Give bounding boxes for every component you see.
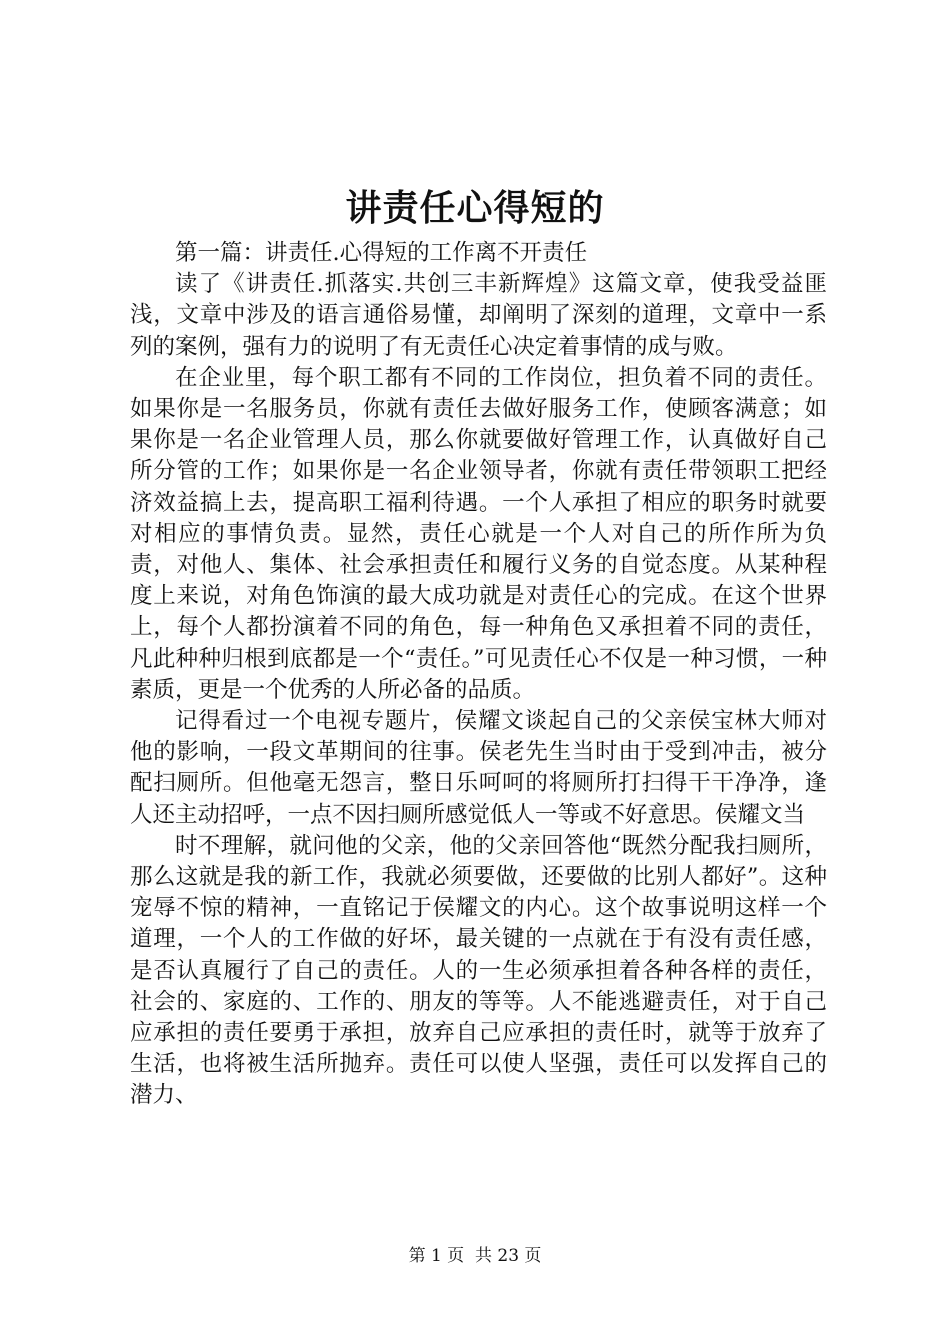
document-body	[130, 238, 827, 1112]
paragraph: 在企业里，每个职工都有不同的工作岗位，担负着不同的责任。如果你是一名服务员，你就有责任去做好服务工作，使顾客满意；如果你是一名企业管理人员，那么你就要做好管理工作，认真做好自己所分管的工作；如果你是一名企业领导者，你就有责任带领职工把经济效益搞上去，提高职工福利待遇。一个人承担了相应的职务时就要对相应的事情负责。显然，责任心就是一个人对自己的所作所为负责，对他人、集体、社会承担责任和履行义务的自觉态度。从某种程度上来说，对角色饰演的最大成功就是对责任心的完成。在这个世界上，每个人都扮演着不同的角色，每一种角色又承担着不同的责任，凡此种种归根到底都是一个“责任。”可见责任心不仅是一种习惯，一种素质，更是一个优秀的人所必备的品质。	[130, 364, 827, 703]
paragraph: 记得看过一个电视专题片，侯耀文谈起自己的父亲侯宝林大师对他的影响，一段文革期间的往事。侯老先生当时由于受到冲击，被分配扫厕所。但他毫无怨言，整日乐呵呵的将厕所打扫得干干净净，逢人还主动招呼，一点不因扫厕所感觉低人一等或不好意思。侯耀文当	[130, 708, 827, 828]
section-heading: 第一篇：讲责任.心得短的工作离不开责任	[175, 240, 588, 266]
paragraph: 时不理解，就问他的父亲，他的父亲回答他“既然分配我扫厕所，那么这就是我的新工作，我就必须要做，还要做的比别人都好”。这种宠辱不惊的精神，一直铭记于侯耀文的内心。这个故事说明这样一个道理，一个人的工作做的好坏，最关键的一点就在于有没有责任感，是否认真履行了自己的责任。人的一生必须承担着各种各样的责任，社会的、家庭的、工作的、朋友的等等。人不能逃避责任，对于自己应承担的责任要勇于承担，放弃自己应承担的责任时，就等于放弃了生活，也将被生活所抛弃。责任可以使人坚强，责任可以发挥自己的潜力、	[130, 832, 827, 1109]
page-number-footer: 第 1 页 共 23 页	[408, 1246, 542, 1266]
paragraph: 读了《讲责任.抓落实.共创三丰新辉煌》这篇文章，使我受益匪浅，文章中涉及的语言通俗易懂，却阐明了深刻的道理，文章中一系列的案例，强有力的说明了有无责任心决定着事情的成与败。	[130, 271, 827, 360]
document-title: 讲责任心得短的	[345, 187, 605, 229]
